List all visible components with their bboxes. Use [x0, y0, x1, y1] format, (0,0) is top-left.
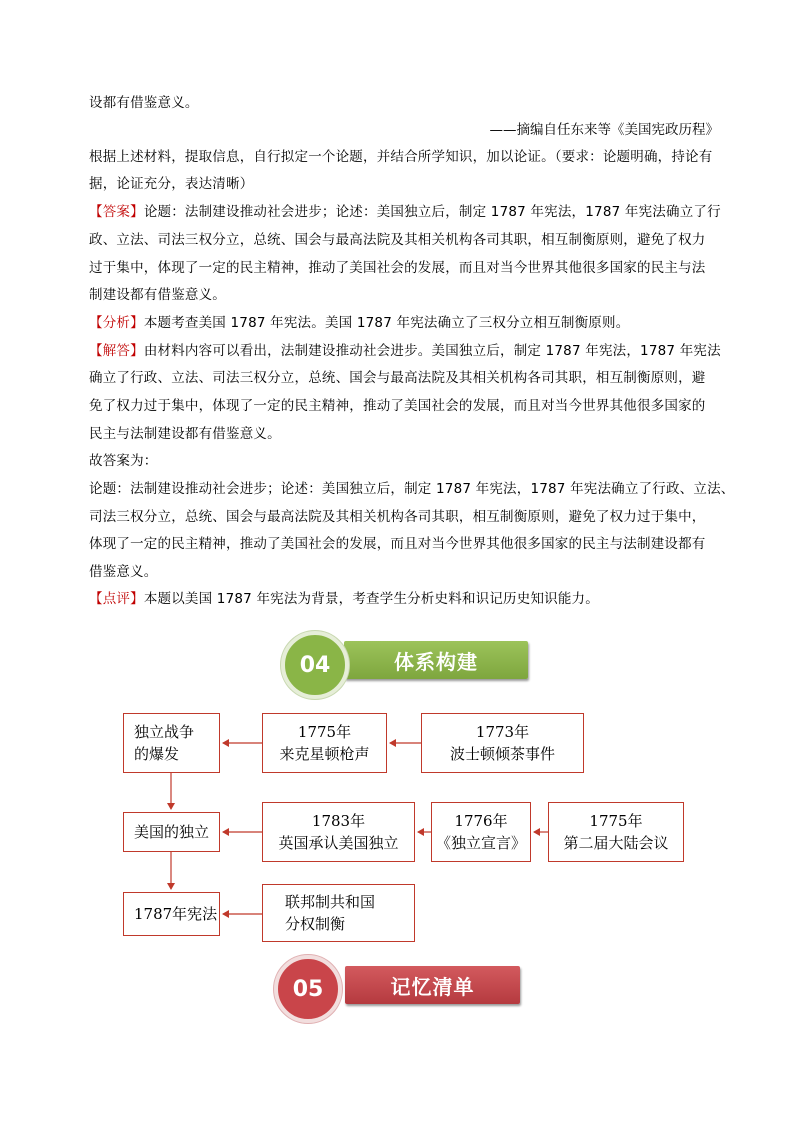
answer-text: 论题：法制建设推动社会进步；论述：美国独立后，制定 1787 年宪法，1787 年宪法确立了行 — [143, 204, 721, 220]
box-text: 1783年 — [311, 812, 366, 830]
solution-text: 由材料内容可以看出，法制建设推动社会进步。美国独立后，制定 1787 年宪法，1787 年宪法 — [143, 343, 721, 359]
solution-line: 确立了行政、立法、司法三权分立，总统、国会与最高法院及其相关机构各司其职，相互制衡原则，避 — [89, 370, 706, 386]
section-number: 04 — [299, 652, 331, 678]
analysis-text: 本题考查美国 1787 年宪法。美国 1787 年宪法确立了三权分立相互制衡原则。 — [143, 315, 630, 331]
box-text: 1776年 — [454, 812, 508, 830]
section-number-badge — [274, 955, 342, 1023]
section-title: 记忆清单 — [390, 974, 475, 999]
box-text: 来克星顿枪声 — [279, 745, 370, 763]
box-text: 1775年 — [297, 723, 352, 741]
box-text: 联邦制共和国 — [285, 893, 376, 911]
final-answer-line: 体现了一定的民主精神，推动了美国社会的发展，而且对当今世界其他很多国家的民主与法制建设都有 — [89, 536, 706, 552]
box-text: 《独立宣言》 — [435, 834, 526, 852]
final-answer-line: 借鉴意义。 — [89, 564, 158, 580]
solution-line: 免了权力过于集中，体现了一定的民主精神，推动了美国社会的发展，而且对当今世界其他很多国家的 — [89, 398, 706, 414]
comment-text: 本题以美国 1787 年宪法为背景，考查学生分析史料和识记历史知识能力。 — [143, 591, 599, 607]
text-line: 根据上述材料，提取信息，自行拟定一个论题，并结合所学知识，加以论证。（要求：论题明确，持论有 — [89, 149, 713, 165]
answer-tag: 【答案】 — [89, 204, 144, 220]
box-text: 美国的独立 — [134, 823, 210, 841]
final-answer-line: 司法三权分立，总统、国会与最高法院及其相关机构各司其职，相互制衡原则，避免了权力过于集中， — [89, 509, 706, 525]
text-line: 设都有借鉴意义。 — [89, 95, 199, 111]
box-text: 波士顿倾茶事件 — [449, 745, 555, 763]
solution-tag: 【解答】 — [89, 343, 144, 359]
answer-line: 过于集中，体现了一定的民主精神，推动了美国社会的发展，而且对当今世界其他很多国家的民主与法 — [89, 260, 706, 276]
answer-line: 制建设都有借鉴意义。 — [89, 287, 226, 303]
comment-tag: 【点评】 — [89, 591, 144, 607]
box-text: 独立战争 — [134, 723, 195, 741]
answer-line: 政、立法、司法三权分立，总统、国会与最高法院及其相关机构各司其职，相互制衡原则，避免了权力 — [89, 232, 706, 248]
box-text: 1787年宪法 — [134, 905, 218, 923]
final-answer-label: 故答案为： — [89, 453, 158, 469]
section-number: 05 — [292, 976, 324, 1002]
box-text: 第二届大陆会议 — [563, 834, 669, 852]
section-title: 体系构建 — [394, 649, 478, 674]
final-answer-line: 论题：法制建设推动社会进步；论述：美国独立后，制定 1787 年宪法，1787 年宪法确立了行政、立法、 — [89, 481, 735, 497]
box-text: 英国承认美国独立 — [278, 834, 399, 852]
box-text: 1775年 — [589, 812, 643, 830]
box-text: 1773年 — [475, 723, 530, 741]
analysis-tag: 【分析】 — [89, 315, 144, 331]
text-line: 据，论证充分，表达清晰） — [89, 176, 254, 192]
solution-line: 民主与法制建设都有借鉴意义。 — [89, 426, 281, 442]
source-citation: ——摘编自任东来等《美国宪政历程》 — [489, 122, 719, 138]
box-text: 的爆发 — [134, 745, 180, 763]
section-title-bar — [345, 966, 520, 1004]
box-text: 分权制衡 — [285, 915, 346, 933]
